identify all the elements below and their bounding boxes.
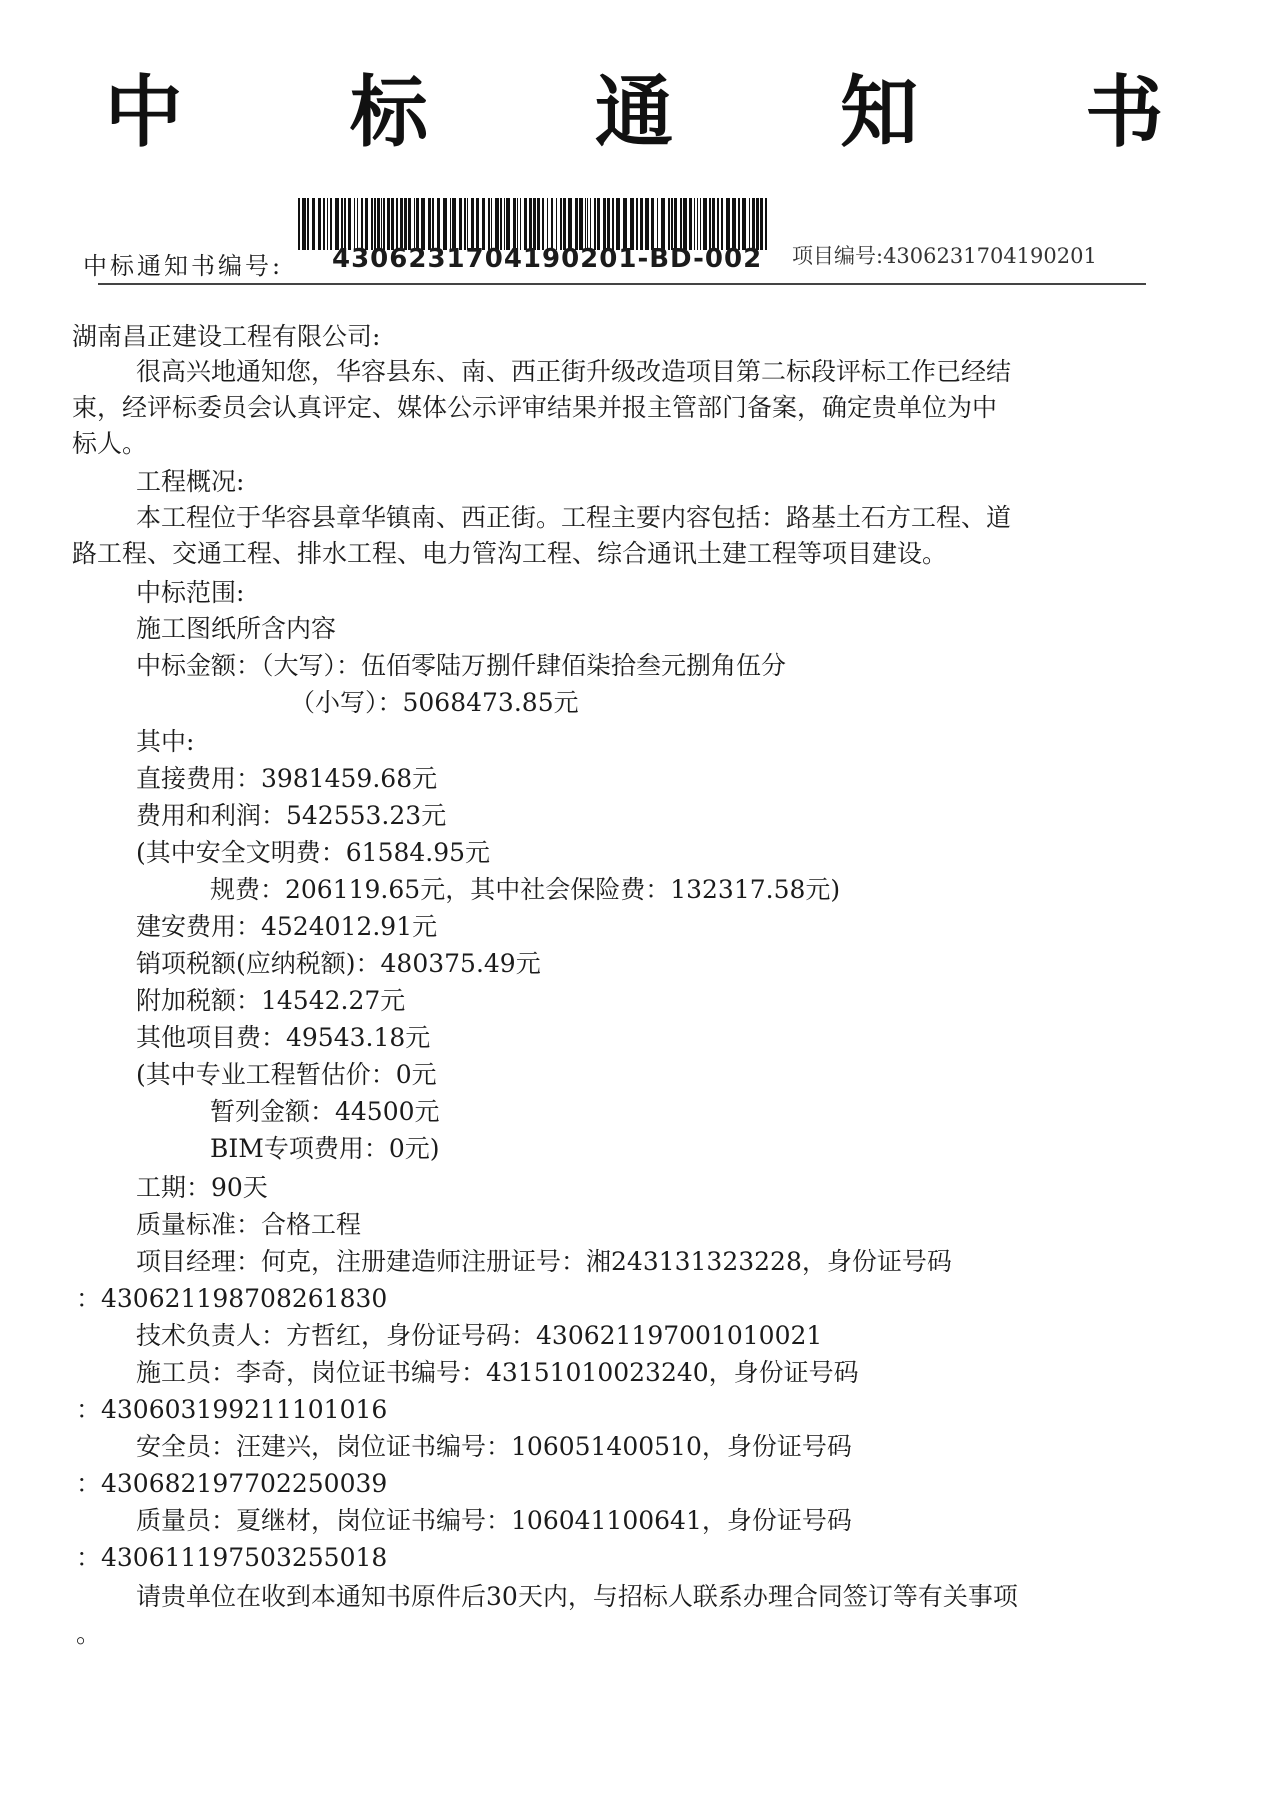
barcode-bar: [471, 198, 474, 250]
barcode-bar: [749, 198, 750, 250]
intro-line-2: 束，经评标委员会认真评定、媒体公示评审结果并报主管部门备案，确定贵单位为中: [72, 393, 998, 422]
barcode-bar: [752, 198, 755, 250]
addressee: 湖南昌正建设工程有限公司:: [72, 322, 381, 351]
barcode-bar: [651, 198, 654, 250]
intro-line-3: 标人。: [72, 429, 148, 458]
barcode-bar: [760, 198, 763, 250]
barcode-bar: [335, 198, 339, 250]
overview-line-2: 路工程、交通工程、排水工程、电力管沟工程、综合通讯土建工程等项目建设。: [72, 539, 948, 568]
closing-line: 请贵单位在收到本通知书原件后30天内，与招标人联系办理合同签订等有关事项: [136, 1582, 1018, 1611]
barcode-bar: [717, 198, 719, 250]
barcode-bar: [513, 198, 516, 250]
quality-officer: 质量员：夏继材，岗位证书编号：106041100641，身份证号码: [136, 1506, 852, 1535]
barcode-bar: [726, 198, 730, 250]
safety-fee: (其中安全文明费：61584.95元: [136, 838, 491, 867]
project-manager: 项目经理：何克，注册建造师注册证号：湘243131323228，身份证号码: [136, 1247, 952, 1276]
closing-end: 。: [76, 1619, 102, 1648]
barcode-bar: [348, 198, 351, 250]
barcode-bar: [575, 198, 578, 250]
barcode-bar: [585, 198, 586, 250]
barcode-bar: [568, 198, 572, 250]
barcode-bar: [645, 198, 649, 250]
surcharge-tax: 附加税额：14542.27元: [136, 986, 406, 1015]
overview-line-1: 本工程位于华容县章华镇南、西正街。工程主要内容包括：路基土石方工程、道: [136, 503, 1012, 532]
scope-heading: 中标范围:: [136, 578, 245, 607]
barcode-bar: [344, 198, 346, 250]
barcode-bar: [377, 198, 380, 250]
barcode-bar: [432, 198, 434, 250]
barcode-bar: [703, 198, 707, 250]
barcode-bar: [298, 198, 300, 250]
barcode-bar: [612, 198, 614, 250]
scope-text: 施工图纸所含内容: [136, 614, 337, 643]
barcode-bar: [428, 198, 431, 250]
project-manager-id: ：430621198708261830: [76, 1284, 388, 1313]
barcode-bar: [689, 198, 692, 250]
barcode-bar: [361, 198, 363, 250]
barcode-bar: [500, 198, 502, 250]
barcode-bar: [482, 198, 485, 250]
output-tax: 销项税额(应纳税额)：480375.49元: [136, 949, 541, 978]
barcode-bar: [594, 198, 596, 250]
barcode-bar: [563, 198, 566, 250]
barcode-bar: [537, 198, 540, 250]
duration: 工期：90天: [136, 1173, 268, 1202]
overview-heading: 工程概况:: [136, 467, 245, 496]
barcode-bar: [302, 198, 306, 250]
regulatory-fee: 规费：206119.65元，其中社会保险费：132317.58元): [210, 875, 841, 904]
barcode-bar: [721, 198, 723, 250]
barcode-bar: [464, 198, 466, 250]
barcode-bar: [387, 198, 390, 250]
barcode-bar: [318, 198, 321, 250]
barcode-bar: [491, 198, 492, 250]
barcode-bar: [437, 198, 440, 250]
construction-cost: 建安费用：4524012.91元: [136, 912, 438, 941]
barcode-bar: [467, 198, 468, 250]
barcode-bar: [556, 198, 557, 250]
barcode-bar: [327, 198, 328, 250]
quality-officer-id: ：430611197503255018: [76, 1543, 388, 1572]
barcode-bar: [307, 198, 309, 250]
barcode-bar: [416, 198, 419, 250]
barcode-bar: [603, 198, 606, 250]
barcode-bar: [459, 198, 462, 250]
barcode-bar: [506, 198, 510, 250]
barcode-bar: [579, 198, 583, 250]
barcode-bar: [381, 198, 382, 250]
barcode-bar: [587, 198, 588, 250]
amount-upper: 中标金额：（大写）：伍佰零陆万捌仟肆佰柒拾叁元捌角伍分: [136, 651, 787, 680]
barcode-bar: [354, 198, 355, 250]
header-divider: [98, 283, 1146, 285]
barcode-bar: [341, 198, 343, 250]
barcode-bar: [452, 198, 456, 250]
barcode-bar: [357, 198, 358, 250]
breakdown-heading: 其中:: [136, 727, 195, 756]
barcode-bar: [694, 198, 695, 250]
barcode-bar: [700, 198, 701, 250]
barcode-bar: [408, 198, 411, 250]
provisional-sum: 暂列金额：44500元: [210, 1097, 440, 1126]
barcode-bar: [547, 198, 548, 250]
barcode-bar: [607, 198, 610, 250]
provisional-estimate: (其中专业工程暂估价：0元: [136, 1060, 437, 1089]
barcode-bar: [312, 198, 315, 250]
barcode-bar: [661, 198, 665, 250]
barcode-bar: [712, 198, 715, 250]
notice-number-label: 中标通知书编号:: [83, 252, 284, 280]
document-title: 中 标 通 知 书: [104, 68, 1234, 158]
barcode-bar: [330, 198, 332, 250]
barcode-image: [296, 198, 772, 250]
construction-officer: 施工员：李奇，岗位证书编号：43151010023240，身份证号码: [136, 1358, 859, 1387]
barcode-bar: [668, 198, 670, 250]
intro-line-1: 很高兴地通知您，华容县东、南、西正街升级改造项目第二标段评标工作已经结: [136, 357, 1012, 386]
barcode-bar: [414, 198, 415, 250]
amount-lower: （小写）：5068473.85元: [290, 688, 579, 717]
barcode-bar: [738, 198, 740, 250]
barcode-bar: [732, 198, 736, 250]
barcode-bar: [560, 198, 562, 250]
direct-cost: 直接费用：3981459.68元: [136, 764, 438, 793]
barcode-bar: [533, 198, 536, 250]
barcode-bar: [488, 198, 490, 250]
barcode-bar: [671, 198, 673, 250]
notice-number-value: 4306231704190201-BD-002: [332, 244, 763, 274]
barcode-bar: [524, 198, 527, 250]
project-number: 项目编号:4306231704190201: [792, 244, 1097, 268]
barcode-bar: [616, 198, 620, 250]
barcode-bar: [504, 198, 505, 250]
barcode-bar: [383, 198, 385, 250]
barcode-bar: [495, 198, 499, 250]
barcode-bar: [476, 198, 479, 250]
barcode-bar: [529, 198, 532, 250]
barcode-bar: [756, 198, 759, 250]
barcode-bar: [765, 198, 767, 250]
barcode-bar: [742, 198, 746, 250]
barcode-bar: [551, 198, 553, 250]
barcode-bar: [709, 198, 711, 250]
barcode-bar: [657, 198, 658, 250]
barcode-bar: [374, 198, 376, 250]
barcode-bar: [590, 198, 591, 250]
barcode-bar: [371, 198, 373, 250]
barcode-bar: [365, 198, 368, 250]
safety-officer-id: ：430682197702250039: [76, 1469, 388, 1498]
barcode-bar: [623, 198, 627, 250]
barcode-bar: [680, 198, 682, 250]
barcode-bar: [640, 198, 643, 250]
barcode-bar: [450, 198, 451, 250]
construction-officer-id: ：430603199211101016: [76, 1395, 388, 1424]
barcode-bar: [630, 198, 634, 250]
barcode-bar: [517, 198, 518, 250]
barcode-bar: [404, 198, 407, 250]
barcode-bar: [636, 198, 638, 250]
bim-fee: BIM专项费用：0元): [210, 1134, 440, 1163]
barcode-bar: [520, 198, 521, 250]
barcode-bar: [421, 198, 425, 250]
barcode-bar: [674, 198, 677, 250]
barcode-bar: [597, 198, 600, 250]
barcode-bar: [400, 198, 403, 250]
quality-standard: 质量标准：合格工程: [136, 1210, 362, 1239]
safety-officer: 安全员：汪建兴，岗位证书编号：106051400510，身份证号码: [136, 1432, 852, 1461]
barcode-bar: [396, 198, 398, 250]
barcode-bar: [323, 198, 325, 250]
other-items-fee: 其他项目费：49543.18元: [136, 1023, 431, 1052]
barcode-bar: [443, 198, 447, 250]
fees-and-profit: 费用和利润：542553.23元: [136, 801, 447, 830]
barcode-bar: [391, 198, 394, 250]
barcode-bar: [683, 198, 687, 250]
technical-lead: 技术负责人：方哲红，身份证号码：430621197001010021: [136, 1321, 823, 1350]
barcode-bar: [542, 198, 544, 250]
barcode-bar: [697, 198, 698, 250]
